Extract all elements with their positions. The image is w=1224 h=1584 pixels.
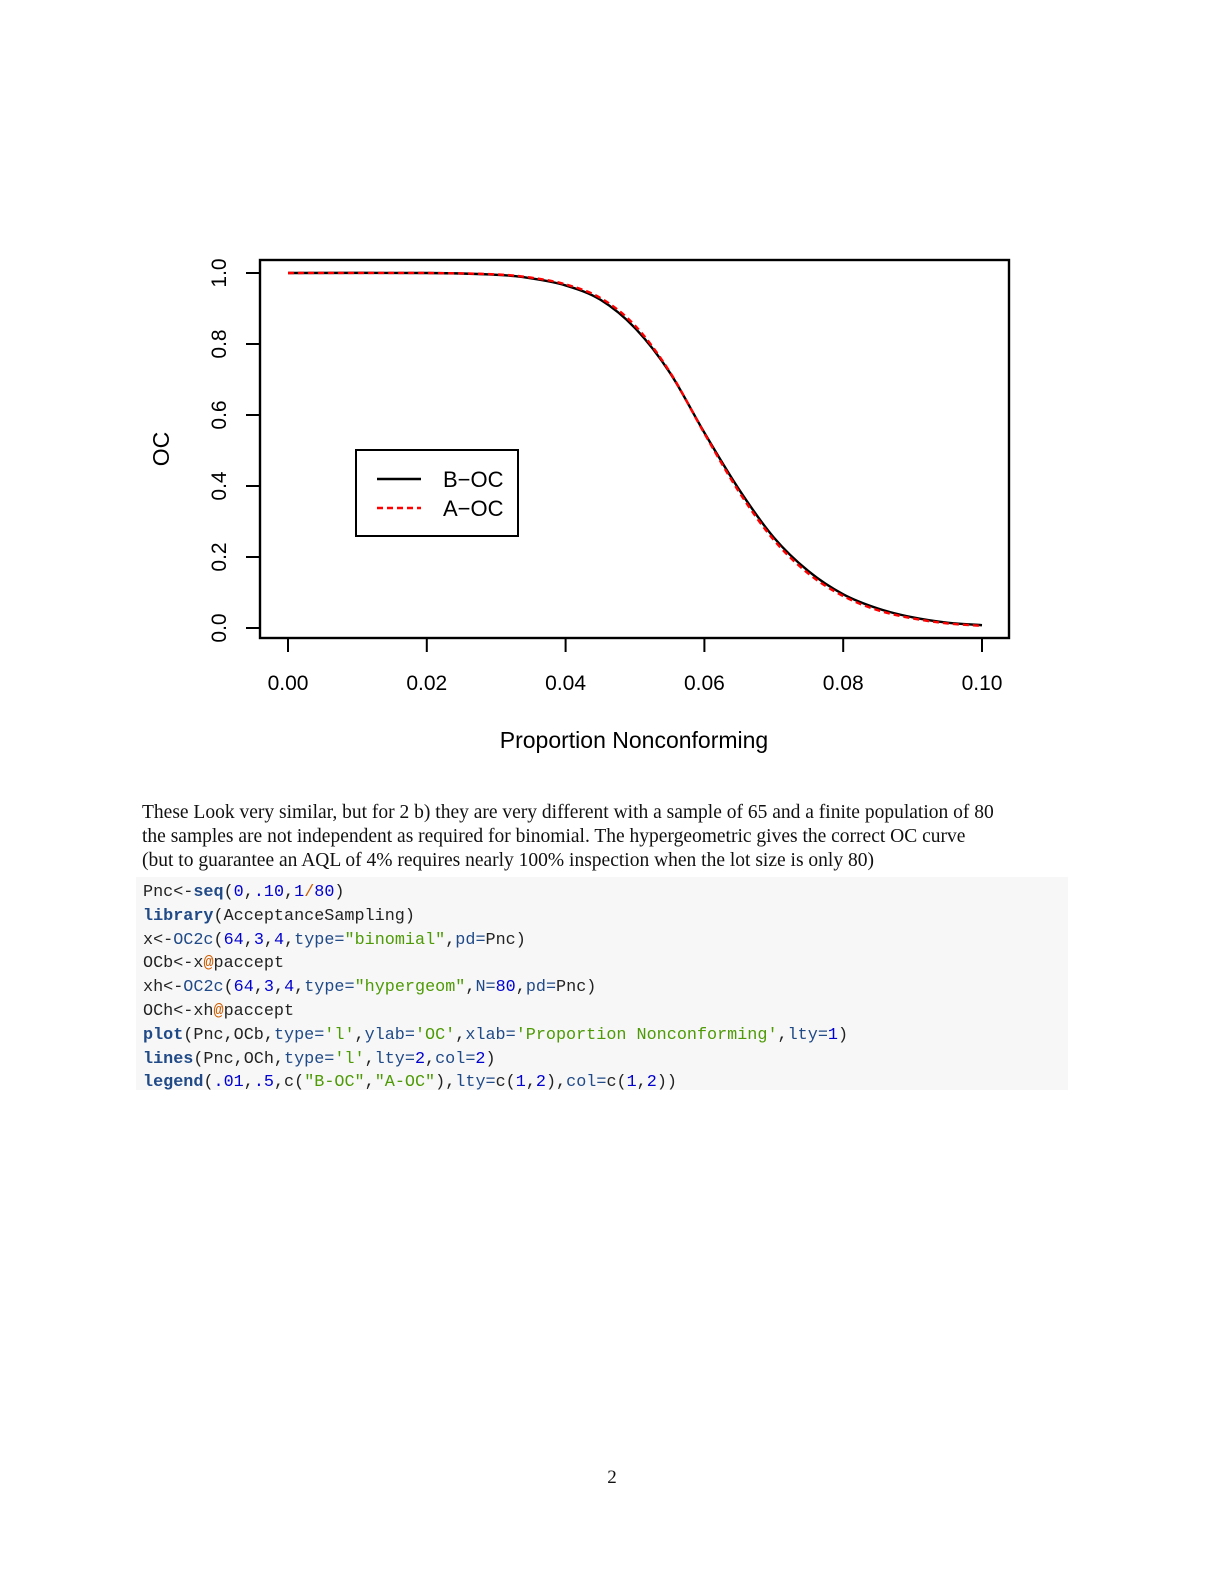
code-token: plot [143,1025,184,1045]
code-token: 3 [263,978,274,998]
code-token: col= [566,1073,607,1093]
paragraph-line: These Look very similar, but for 2 b) they are very different with a sample of 65 and a finite population of 80 [142,802,994,823]
x-axis [268,638,1003,695]
y-axis-label: OC [148,431,174,467]
oc-curve-chart [0,0,1224,790]
code-token: N= [475,978,496,998]
code-token: lty= [374,1049,415,1069]
legend-box [356,450,518,536]
code-token: , [273,978,285,998]
y-tick-label: 0.6 [208,400,231,430]
code-token: , [465,978,476,998]
y-tick-label: 1.0 [208,258,231,288]
x-tick-label: 0.04 [545,672,587,695]
code-token: "A-OC" [374,1073,436,1093]
code-token: .01 [213,1073,244,1093]
code-token: , [525,1073,536,1093]
code-token: ,c( [273,1073,305,1093]
code-token: 2 [535,1073,546,1093]
code-token: 2 [475,1049,486,1069]
code-token: Pnc) [556,978,597,998]
x-tick-label: 0.10 [961,672,1003,695]
code-token: , [455,1025,466,1045]
code-token: 1 [827,1025,838,1045]
code-token: 'Proportion Nonconforming' [515,1025,778,1045]
code-token: ( [203,1073,214,1093]
r-code-block [136,877,1068,1093]
code-token: 64 [233,978,254,998]
code-token: 'l' [334,1049,365,1069]
code-token: lty= [787,1025,828,1045]
legend-label-b-oc: B−OC [443,467,504,492]
y-tick-label: 0.0 [208,613,231,643]
code-token: , [777,1025,788,1045]
code-line [143,905,1068,929]
code-token: xh<- [143,978,184,998]
code-token: OC2c [183,978,224,998]
code-token: type= [273,1025,325,1045]
code-token: type= [284,1049,335,1069]
code-token: pd= [525,978,557,998]
code-token: ( [213,930,224,950]
code-token: , [636,1073,647,1093]
code-token: 4 [273,930,285,950]
code-token: 64 [223,930,244,950]
code-line [143,976,1068,1000]
code-token: @ [203,954,214,974]
code-token: lines [143,1049,194,1069]
y-tick-label: 0.4 [208,471,231,501]
code-token: 1 [294,883,305,902]
code-token: "B-OC" [304,1073,365,1093]
code-token: ), [545,1073,567,1093]
paragraph-line: (but to guarantee an AQL of 4% requires nearly 100% inspection when the lot size is only 80) [142,850,874,871]
code-token: 1 [515,1073,526,1093]
code-token: seq [193,883,224,902]
code-token: 'OC' [414,1025,456,1045]
code-token: ) [837,1025,849,1045]
code-token: legend [143,1073,204,1093]
x-axis-label: Proportion Nonconforming [499,727,769,753]
code-token: c( [495,1073,516,1093]
code-token: , [243,1073,254,1093]
page-number: 2 [607,1467,617,1488]
y-tick-label: 0.2 [208,542,231,572]
code-token: ) [334,883,345,902]
code-token: @ [213,1001,224,1021]
code-token: , [515,978,526,998]
code-token: , [425,1049,436,1069]
code-token: 2 [414,1049,426,1069]
code-token: , [243,930,254,950]
code-token: .10 [253,883,285,902]
code-token: , [445,930,456,950]
code-token: lty= [455,1073,496,1093]
x-tick-label: 0.02 [406,672,448,695]
code-token: ) [485,1049,496,1069]
explanation-paragraph [142,801,1072,873]
code-token: (Pnc,OCb, [183,1025,274,1045]
code-line [143,1024,1068,1048]
code-token: Pnc) [485,930,526,950]
code-token: Pnc<- [143,883,194,902]
code-token: col= [435,1049,476,1069]
legend [356,450,518,536]
code-token: ylab= [364,1025,415,1045]
code-line [143,952,1068,976]
code-token: OCb<-x [143,954,204,974]
code-token: .5 [253,1073,274,1093]
paragraph-line: the samples are not independent as required for binomial. The hypergeometric gives the correct OC curve [142,826,966,847]
code-line [143,1071,1068,1095]
code-token: , [364,1049,375,1069]
code-token: type= [304,978,355,998]
code-line [143,1048,1068,1072]
code-token: type= [294,930,345,950]
code-token: (Pnc,OCh, [193,1049,284,1069]
code-token: OC2c [173,930,214,950]
code-token: 80 [495,978,516,998]
code-token: , [364,1073,375,1093]
code-token: xlab= [465,1025,516,1045]
x-tick-label: 0.00 [267,672,309,695]
code-token: "hypergeom" [354,978,466,998]
code-token: , [284,930,295,950]
code-token: c( [606,1073,627,1093]
code-token: 1 [626,1073,637,1093]
code-token: 2 [646,1073,657,1093]
code-token: ( [223,978,234,998]
code-token: / [304,883,315,902]
code-token: , [253,978,264,998]
code-token: , [294,978,305,998]
legend-label-a-oc: A−OC [443,496,504,521]
code-token: paccept [223,1001,295,1021]
code-line [143,929,1068,953]
code-token: 'l' [324,1025,355,1045]
code-token: 4 [284,978,295,998]
code-token: , [284,883,295,902]
code-token: , [354,1025,365,1045]
code-token: OCh<-xh [143,1001,214,1021]
code-token: , [243,883,254,902]
code-token: library [143,906,214,926]
code-token: ), [435,1073,456,1093]
code-token: paccept [213,954,285,974]
code-line [143,1000,1068,1024]
code-token: , [263,930,274,950]
code-line [143,881,1068,905]
y-tick-label: 0.8 [208,329,231,359]
code-token: 80 [314,883,335,902]
code-token: pd= [455,930,486,950]
code-token: (AcceptanceSampling) [213,906,415,926]
code-token: 3 [253,930,264,950]
x-tick-label: 0.06 [683,672,725,695]
code-token: )) [656,1073,677,1093]
y-axis [208,258,260,642]
x-tick-label: 0.08 [822,672,864,695]
code-token: 0 [233,883,244,902]
code-token: "binomial" [344,930,446,950]
code-token: ( [223,883,234,902]
code-token: x<- [143,930,174,950]
